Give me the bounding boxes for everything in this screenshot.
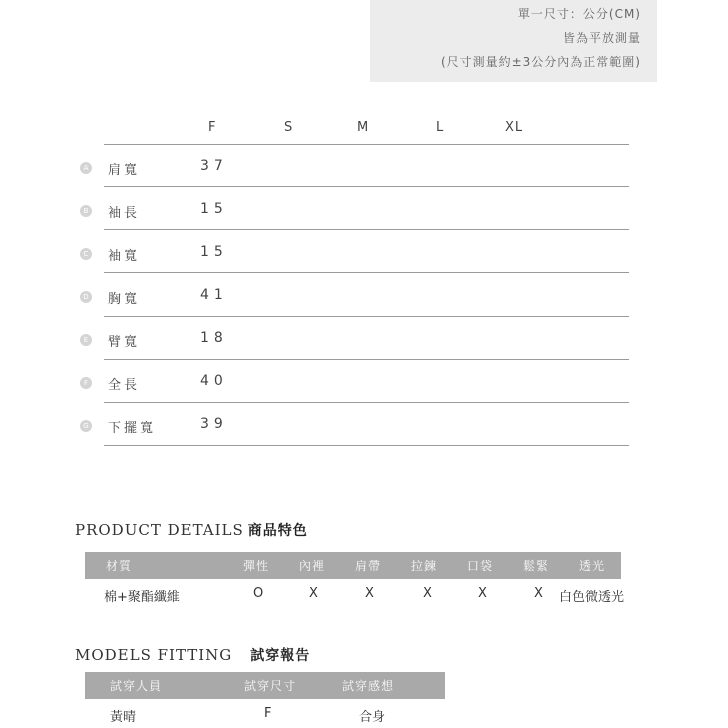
row-value-chest: 41 (200, 287, 228, 303)
row-divider (104, 359, 629, 360)
header-strap: 肩帶 (355, 559, 382, 573)
row-value-sleeve-width: 15 (200, 244, 228, 260)
row-badge-e: E (80, 334, 92, 346)
unit-note-line-2: 皆為平放測量 (562, 31, 641, 45)
row-badge-f: F (80, 377, 92, 389)
value-lining: X (309, 586, 318, 601)
models-fitting-title-en: MODELS FITTING (75, 646, 233, 664)
models-fitting-title (75, 645, 310, 665)
row-divider (104, 316, 629, 317)
unit-note-line-1: 單一尺寸：公分(CM) (517, 7, 641, 21)
header-elastic-band: 鬆緊 (523, 559, 550, 573)
row-divider (104, 445, 629, 446)
row-value-sleeve-length: 15 (200, 201, 228, 217)
header-fitting-feedback: 試穿感想 (342, 679, 395, 693)
header-lining: 內裡 (299, 559, 326, 573)
row-label-sleeve-width: 袖寬 (108, 249, 141, 264)
row-label-hem: 下擺寬 (108, 421, 157, 436)
size-header-xl: XL (505, 120, 524, 135)
row-label-chest: 胸寬 (108, 292, 141, 307)
row-label-length: 全長 (108, 378, 141, 393)
value-zipper: X (423, 586, 432, 601)
row-badge-d: D (80, 291, 92, 303)
unit-note-line-3: (尺寸測量約±3公分內為正常範圍) (440, 55, 641, 69)
row-badge-g: G (80, 420, 92, 432)
product-details-header-bar (85, 552, 621, 579)
row-divider (104, 186, 629, 187)
row-value-arm: 18 (200, 330, 228, 346)
value-elasticity: O (253, 586, 264, 601)
row-badge-b: B (80, 205, 92, 217)
value-model-name: 黃晴 (110, 710, 137, 725)
row-label-sleeve-length: 袖長 (108, 206, 141, 221)
row-label-arm: 臂寬 (108, 335, 141, 350)
value-fitting-size: F (264, 706, 272, 721)
product-details-title-zh: 商品特色 (247, 523, 308, 539)
models-fitting-title-zh: 試穿報告 (250, 648, 311, 664)
header-zipper: 拉鍊 (411, 559, 438, 573)
value-fitting-feedback: 合身 (359, 710, 386, 725)
header-fitting-size: 試穿尺寸 (244, 679, 297, 693)
value-elastic-band: X (534, 586, 543, 601)
value-material: 棉+聚酯纖維 (104, 590, 180, 605)
product-details-title (75, 520, 308, 540)
row-badge-c: C (80, 248, 92, 260)
row-value-shoulder: 37 (200, 158, 228, 174)
product-details-title-en: PRODUCT DETAILS (75, 521, 244, 539)
size-header-l: L (436, 120, 445, 135)
models-fitting-header-bar (85, 672, 445, 699)
header-sheerness: 透光 (579, 559, 606, 573)
header-material: 材質 (106, 559, 133, 573)
size-header-divider (104, 144, 629, 145)
size-header-s: S (284, 120, 294, 135)
row-badge-a: A (80, 162, 92, 174)
value-sheerness: 白色微透光 (559, 590, 625, 605)
row-divider (104, 229, 629, 230)
size-header-m: M (357, 120, 370, 135)
header-model: 試穿人員 (110, 679, 163, 693)
size-header-f: F (208, 120, 217, 135)
value-strap: X (365, 586, 374, 601)
row-label-shoulder: 肩寬 (108, 163, 141, 178)
unit-note-box (370, 0, 657, 82)
header-elasticity: 彈性 (243, 559, 270, 573)
row-divider (104, 272, 629, 273)
row-divider (104, 402, 629, 403)
header-pocket: 口袋 (467, 559, 494, 573)
row-value-hem: 39 (200, 416, 228, 432)
row-value-length: 40 (200, 373, 228, 389)
value-pocket: X (478, 586, 487, 601)
